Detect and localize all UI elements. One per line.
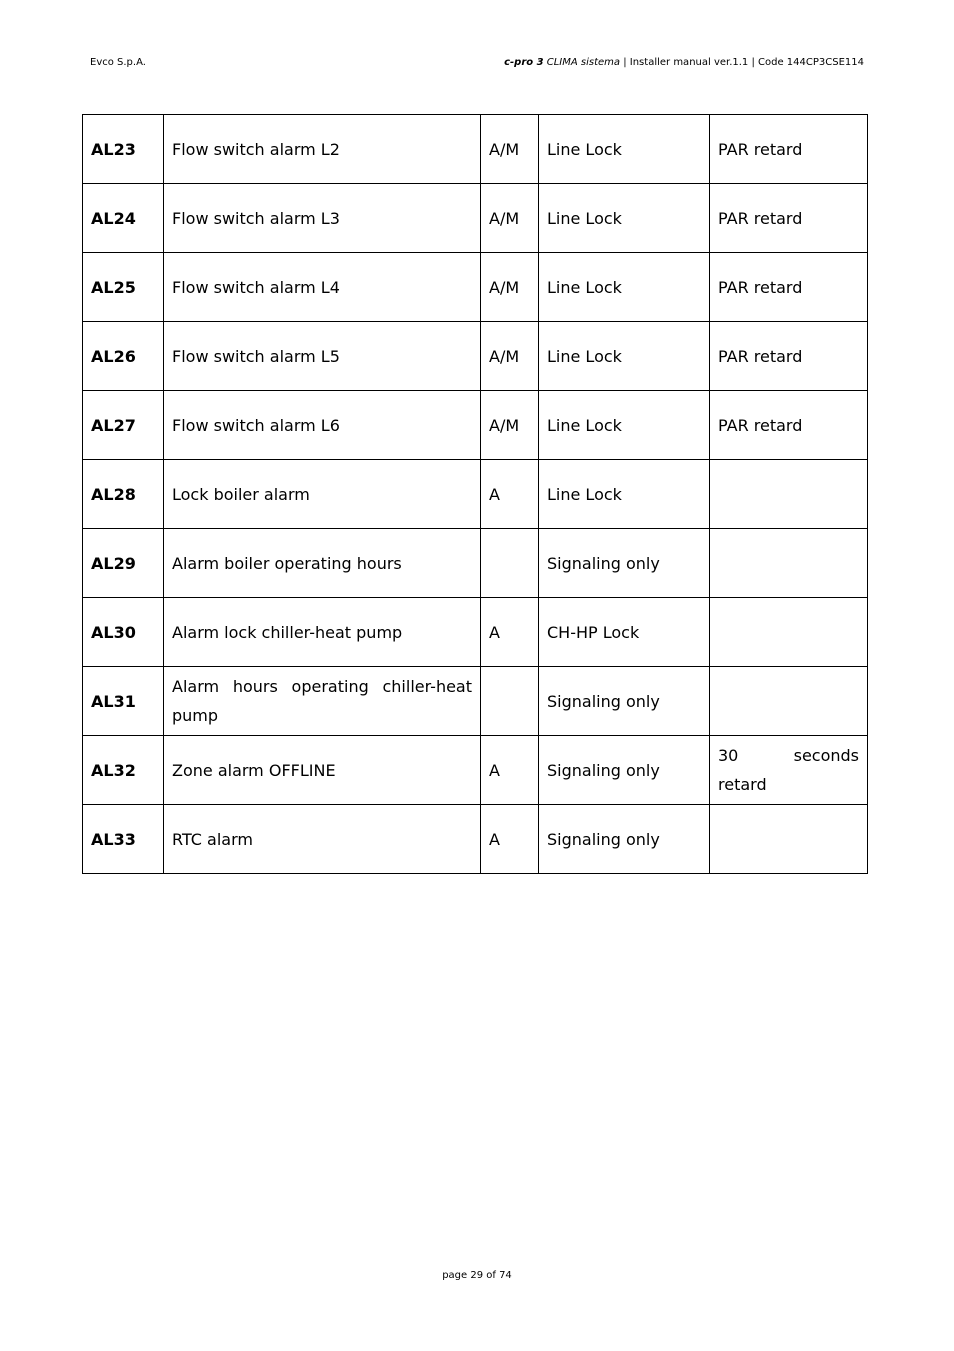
alarm-effect-cell: CH-HP Lock [539,598,710,667]
alarm-code-cell: AL33 [83,805,164,874]
alarm-note-cell [710,460,868,529]
alarm-code-cell: AL27 [83,391,164,460]
alarm-description-cell: Flow switch alarm L3 [164,184,481,253]
alarm-effect-cell: Line Lock [539,460,710,529]
table-row [83,460,868,529]
header-company: Evco S.p.A. [90,57,146,68]
alarm-description-cell: Flow switch alarm L2 [164,115,481,184]
alarm-effect-cell: Line Lock [539,253,710,322]
table-row [83,184,868,253]
header-product-name: c-pro 3 [504,57,544,68]
alarm-reset-cell: A [481,460,539,529]
header-document-info [504,56,864,69]
alarm-description-cell: Lock boiler alarm [164,460,481,529]
alarm-note-cell: PAR retard [710,253,868,322]
alarm-note-cell: PAR retard [710,391,868,460]
alarm-reset-cell: A/M [481,253,539,322]
header-product-line: CLIMA sistema [543,57,621,68]
alarm-description-cell: Flow switch alarm L6 [164,391,481,460]
alarm-description-cell: Alarm hours operating chiller-heat pump [164,667,481,736]
alarm-reset-cell: A [481,805,539,874]
table-row [83,529,868,598]
alarm-note-cell [710,598,868,667]
alarm-table [82,114,868,874]
alarm-description-cell: RTC alarm [164,805,481,874]
alarm-code-cell: AL32 [83,736,164,805]
alarm-reset-cell: A/M [481,391,539,460]
alarm-reset-cell: A/M [481,322,539,391]
alarm-effect-cell: Line Lock [539,322,710,391]
alarm-code-cell: AL28 [83,460,164,529]
alarm-note-cell [710,667,868,736]
alarm-note-cell: 30 seconds retard [710,736,868,805]
alarm-note-cell [710,529,868,598]
alarm-code-cell: AL30 [83,598,164,667]
alarm-description-cell: Alarm lock chiller-heat pump [164,598,481,667]
alarm-effect-cell: Line Lock [539,115,710,184]
alarm-code-cell: AL29 [83,529,164,598]
alarm-effect-cell: Signaling only [539,529,710,598]
alarm-effect-cell: Signaling only [539,667,710,736]
table-row [83,667,868,736]
alarm-code-cell: AL23 [83,115,164,184]
alarm-code-cell: AL25 [83,253,164,322]
alarm-effect-cell: Signaling only [539,805,710,874]
page-number: page 29 of 74 [442,1270,512,1281]
alarm-description-cell: Flow switch alarm L4 [164,253,481,322]
alarm-note-cell: PAR retard [710,184,868,253]
alarm-note-cell: PAR retard [710,115,868,184]
table-row [83,115,868,184]
alarm-reset-cell: A/M [481,184,539,253]
alarm-reset-cell: A [481,736,539,805]
alarm-effect-cell: Line Lock [539,184,710,253]
table-row [83,598,868,667]
alarm-reset-cell: A [481,598,539,667]
alarm-code-cell: AL24 [83,184,164,253]
table-row [83,391,868,460]
table-row [83,253,868,322]
alarm-description-cell: Zone alarm OFFLINE [164,736,481,805]
table-row [83,322,868,391]
alarm-description-cell: Alarm boiler operating hours [164,529,481,598]
alarm-reset-cell [481,667,539,736]
alarm-code-cell: AL31 [83,667,164,736]
alarm-note-cell: PAR retard [710,322,868,391]
table-row [83,736,868,805]
alarm-effect-cell: Signaling only [539,736,710,805]
alarm-effect-cell: Line Lock [539,391,710,460]
alarm-note-cell [710,805,868,874]
alarm-description-cell: Flow switch alarm L5 [164,322,481,391]
alarm-reset-cell: A/M [481,115,539,184]
header-manual-code: | Installer manual ver.1.1 | Code 144CP3CSE114 [620,57,864,68]
alarm-code-cell: AL26 [83,322,164,391]
alarm-reset-cell [481,529,539,598]
table-row [83,805,868,874]
